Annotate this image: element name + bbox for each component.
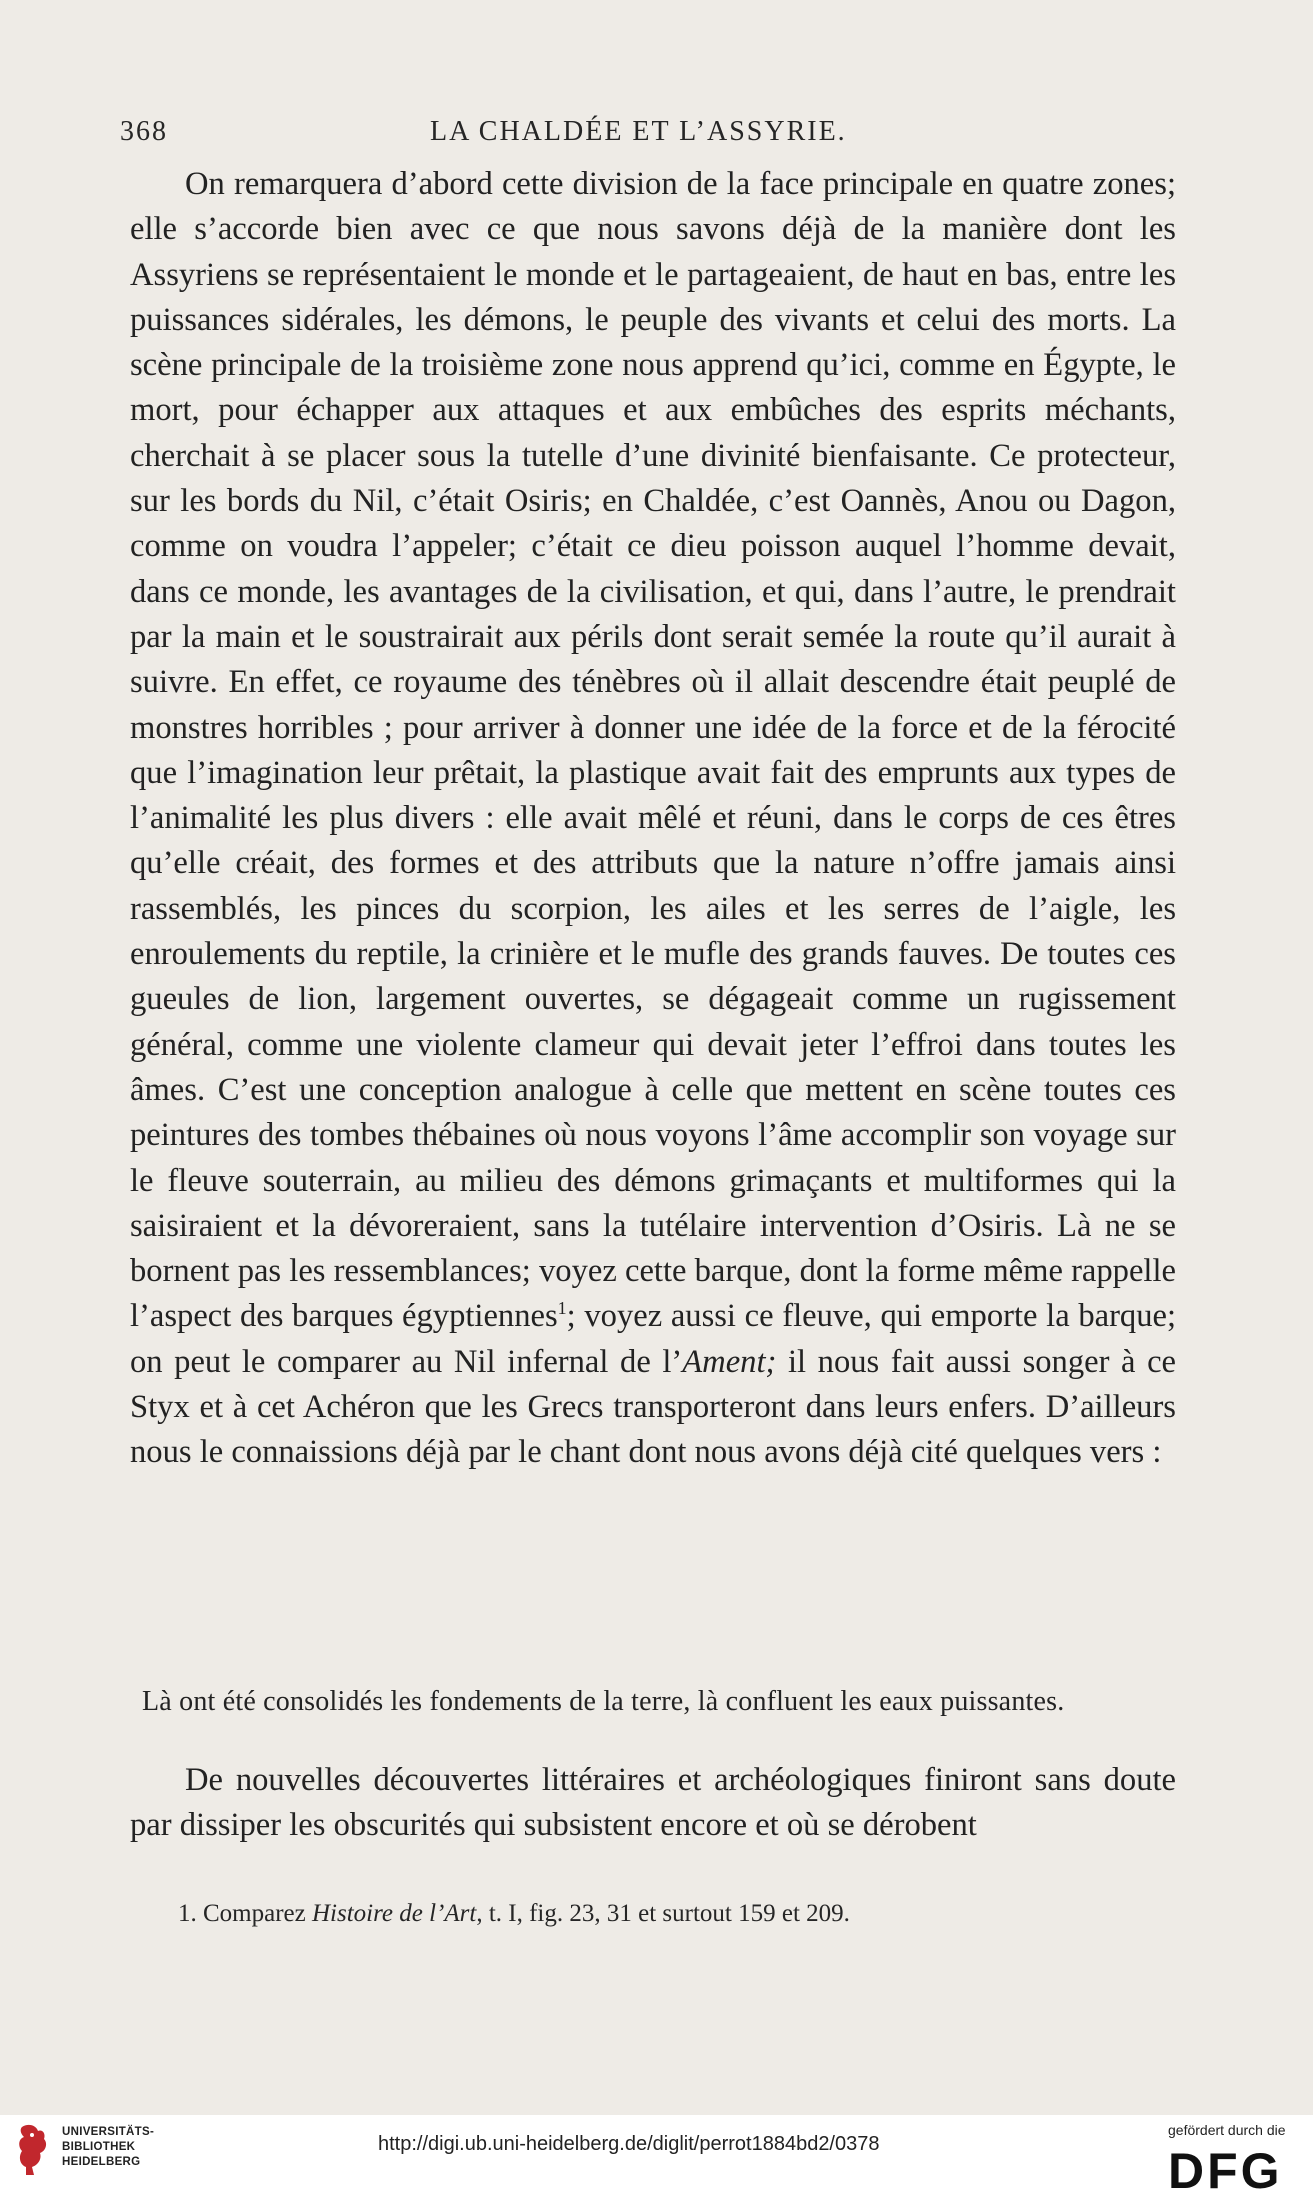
- library-line-2: BIBLIOTHEK: [62, 2141, 136, 2153]
- main-text-continued: [130, 1758, 1176, 1849]
- paragraph-1-part-3: il nous fait aussi songer à ce Styx et à cet Achéron que les Grecs transporteront dans leurs enfers. D’ailleurs nous le connaissions déjà par le chant dont nous avons déjà cité quelques vers :: [130, 1343, 1176, 1471]
- footnote-reference: 1: [557, 1298, 567, 1319]
- footnote-text-after: , t. I, fig. 23, 31 et surtout 159 et 209.: [476, 1900, 850, 1927]
- footnote-text-before: Comparez: [203, 1900, 312, 1927]
- digitization-footer: [0, 2115, 1313, 2199]
- paragraph-2: De nouvelles découvertes littéraires et archéologiques finiront sans doute par dissiper les obscurités qui subsistent encore et où se dérobent: [130, 1762, 1176, 1844]
- page-number: 368: [120, 116, 168, 147]
- library-line-1: UNIVERSITÄTS-: [62, 2126, 155, 2138]
- footnote-number: 1.: [178, 1900, 197, 1927]
- paragraph-1: [130, 162, 1176, 1476]
- library-line-3: HEIDELBERG: [62, 2156, 141, 2168]
- ament-term: Ament;: [682, 1343, 777, 1380]
- running-title: LA CHALDÉE ET L’ASSYRIE.: [430, 116, 847, 147]
- main-text: [130, 162, 1176, 1476]
- heidelberg-lion-icon: [14, 2121, 52, 2179]
- verse-quote: Là ont été consolidés les fondements de la terre, là confluent les eaux puissantes.: [142, 1686, 1065, 1717]
- footnote: [178, 1900, 1178, 1928]
- permalink-url[interactable]: http://digi.ub.uni-heidelberg.de/diglit/perrot1884bd2/0378: [378, 2133, 880, 2155]
- paragraph-1-part-2: ; voyez aussi ce fleuve, qui emporte la barque; on peut le comparer au Nil infernal de l’: [130, 1298, 1177, 1380]
- dfg-logo: DFG: [1168, 2143, 1283, 2199]
- funding-credit: gefördert durch die: [1168, 2122, 1286, 2138]
- library-logo: [14, 2121, 174, 2181]
- footnote-italic-title: Histoire de l’Art: [311, 1900, 477, 1927]
- paragraph-1-part-1: On remarquera d’abord cette division de la face principale en quatre zones; elle s’accorde bien avec ce que nous savons déjà de la manière dont les Assyriens se représentaient le monde et le partageaient, de haut en bas, entre les puissances sidérales, les démons, le peuple des vivants et celui des morts. La scène principale de la troisième zone nous apprend qu’ici, comme en Égypte, le mort, pour échapper aux attaques et aux embûches des esprits méchants, cherchait à se placer sous la tutelle d’une divinité bienfaisante. Ce protecteur, sur les bords du Nil, c’était Osiris; en Chaldée, c’est Oannès, Anou ou Dagon, comme on voudra l’appeler; c’était ce dieu poisson auquel l’homme devait, dans ce monde, les avantages de la civilisation, et qui, dans l’autre, le prendrait par la main et le soustrairait aux périls dont serait semée la route qu’il aurait à suivre. En effet, ce royaume des ténèbres où il allait descendre était peuplé de monstres horribles ; pour arriver à donner une idée de la force et de la férocité que l’imagination leur prêtait, la plastique avait fait des emprunts aux types de l’animalité les plus divers : elle avait mêlé et réuni, dans le corps de ces êtres qu’elle créait, des formes et des attributs que la nature n’offre jamais ainsi rassemblés, les pinces du scorpion, les ailes et les serres de l’aigle, les enroulements du reptile, la crinière et le mufle des grands fauves. De toutes ces gueules de lion, largement ouvertes, se dégageait comme un rugissement général, comme une violente clameur qui devait jeter l’effroi dans toutes les âmes. C’est une conception analogue à celle que mettent en scène toutes ces peintures des tombes thébaines où nous voyons l’âme accomplir son voyage sur le fleuve souterrain, au milieu des démons grimaçants et multiformes qui la saisiraient et la dévoreraient, sans la tutélaire intervention d’Osiris. Là ne se bornent pas les ressemblances; voyez cette barque, dont la forme même rappelle l’aspect des barques égyptiennes: [130, 166, 1176, 1335]
